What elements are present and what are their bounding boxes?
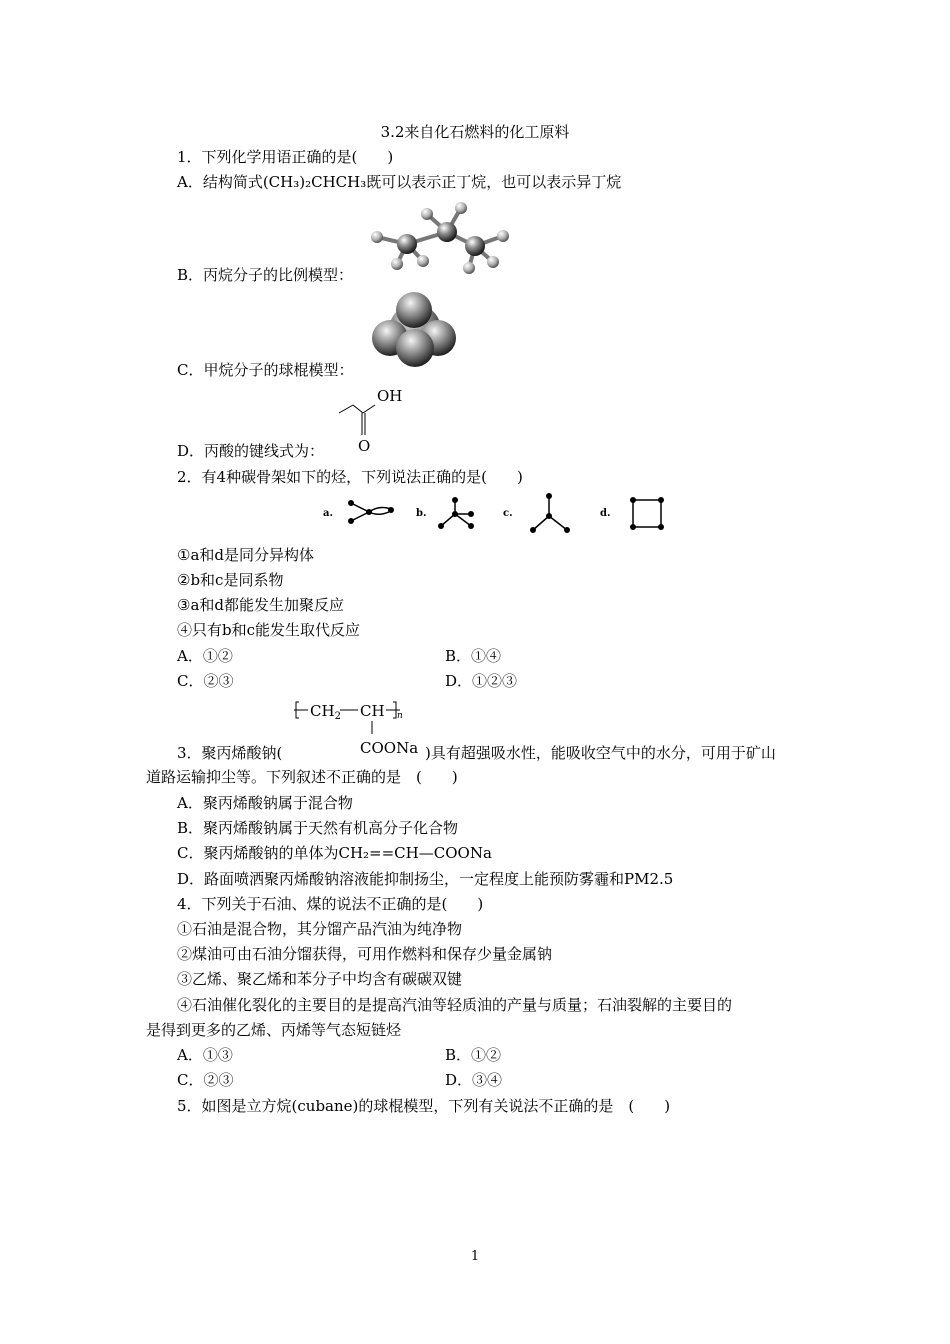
q1-option-b: B．丙烷分子的比例模型： [177, 266, 354, 284]
propanoic-acid-skeletal-image [335, 385, 415, 455]
q3-option-b: B．聚丙烯酸钠属于天然有机高分子化合物 [177, 819, 459, 837]
q2-statement-4: ④只有b和c能发生取代反应 [177, 621, 361, 639]
q2-option-a: A．①② [177, 647, 233, 665]
skeleton-label-a: a. [323, 508, 333, 519]
q2-option-d: D．①②③ [445, 672, 518, 690]
q4-statement-3: ③乙烯、聚乙烯和苯分子中均含有碳碳双键 [177, 970, 463, 988]
q2-statement-3: ③a和d都能发生加聚反应 [177, 596, 344, 614]
skeleton-label-c: c. [503, 508, 513, 519]
carbon-skeleton-a [345, 497, 400, 527]
q3-stem-end: )具有超强吸水性，能吸收空气中的水分，可用于矿山 [425, 744, 776, 762]
q3-option-d: D．路面喷洒聚丙烯酸钠溶液能抑制扬尘，一定程度上能预防雾霾和PM2.5 [177, 870, 674, 888]
carbon-skeleton-d [626, 494, 671, 534]
q4-option-d: D．③④ [445, 1071, 503, 1089]
q2-option-c: C．②③ [177, 672, 234, 690]
formula-ch2: $CH_2$ [310, 702, 341, 722]
q3-stem-start: 3．聚丙烯酸钠( [177, 744, 283, 762]
carbon-skeleton-b [435, 494, 480, 534]
q1-option-c: C．甲烷分子的球棍模型： [177, 361, 354, 379]
propanoic-acid-o-label: O [358, 437, 371, 455]
formula-coona: COONa [360, 739, 419, 757]
q2-stem: 2．有4种碳骨架如下的烃，下列说法正确的是( ) [177, 468, 523, 486]
q3-stem-line2: 道路运输抑尘等。下列叙述不正确的是 ( ) [146, 768, 458, 786]
propanoic-acid-oh-label: OH [377, 387, 403, 405]
q1-option-a: A．结构简式(CH₃)₂CHCH₃既可以表示正丁烷，也可以表示异丁烷 [177, 173, 622, 191]
q4-statement-2: ②煤油可由石油分馏获得，可用作燃料和保存少量金属钠 [177, 945, 553, 963]
skeleton-label-d: d. [600, 508, 611, 519]
propane-ball-stick-image [365, 198, 515, 278]
q4-statement-4a: ④石油催化裂化的主要目的是提高汽油等轻质油的产量与质量；石油裂解的主要目的 [177, 996, 733, 1014]
formula-n-subscript: n [397, 711, 403, 721]
q1-option-d: D．丙酸的键线式为： [177, 442, 325, 460]
q4-statement-4b: 是得到更多的乙烯、丙烯等气态短链烃 [146, 1021, 402, 1039]
q4-stem: 4．下列关于石油、煤的说法不正确的是( ) [177, 895, 484, 913]
skeleton-label-b: b. [416, 508, 427, 519]
page-number: 1 [470, 1249, 480, 1264]
q4-option-b: B．①② [445, 1046, 502, 1064]
q1-stem: 1．下列化学用语正确的是( ) [177, 148, 394, 166]
page-title: 3.2来自化石燃料的化工原料 [380, 123, 570, 141]
q4-statement-1: ①石油是混合物，其分馏产品汽油为纯净物 [177, 920, 463, 938]
q4-option-c: C．②③ [177, 1071, 234, 1089]
formula-ch: CH [360, 702, 385, 720]
q5-stem: 5．如图是立方烷(cubane)的球棍模型，下列有关说法不正确的是 ( ) [177, 1097, 671, 1115]
carbon-skeleton-c [527, 490, 577, 536]
q2-statement-1: ①a和d是同分异构体 [177, 546, 314, 564]
methane-space-filling-image [370, 290, 460, 370]
q3-option-a: A．聚丙烯酸钠属于混合物 [177, 794, 353, 812]
q2-statement-2: ②b和c是同系物 [177, 571, 284, 589]
q2-option-b: B．①④ [445, 647, 502, 665]
q4-option-a: A．①③ [177, 1046, 233, 1064]
q3-option-c: C．聚丙烯酸钠的单体为CH₂==CH—COONa [177, 844, 492, 862]
